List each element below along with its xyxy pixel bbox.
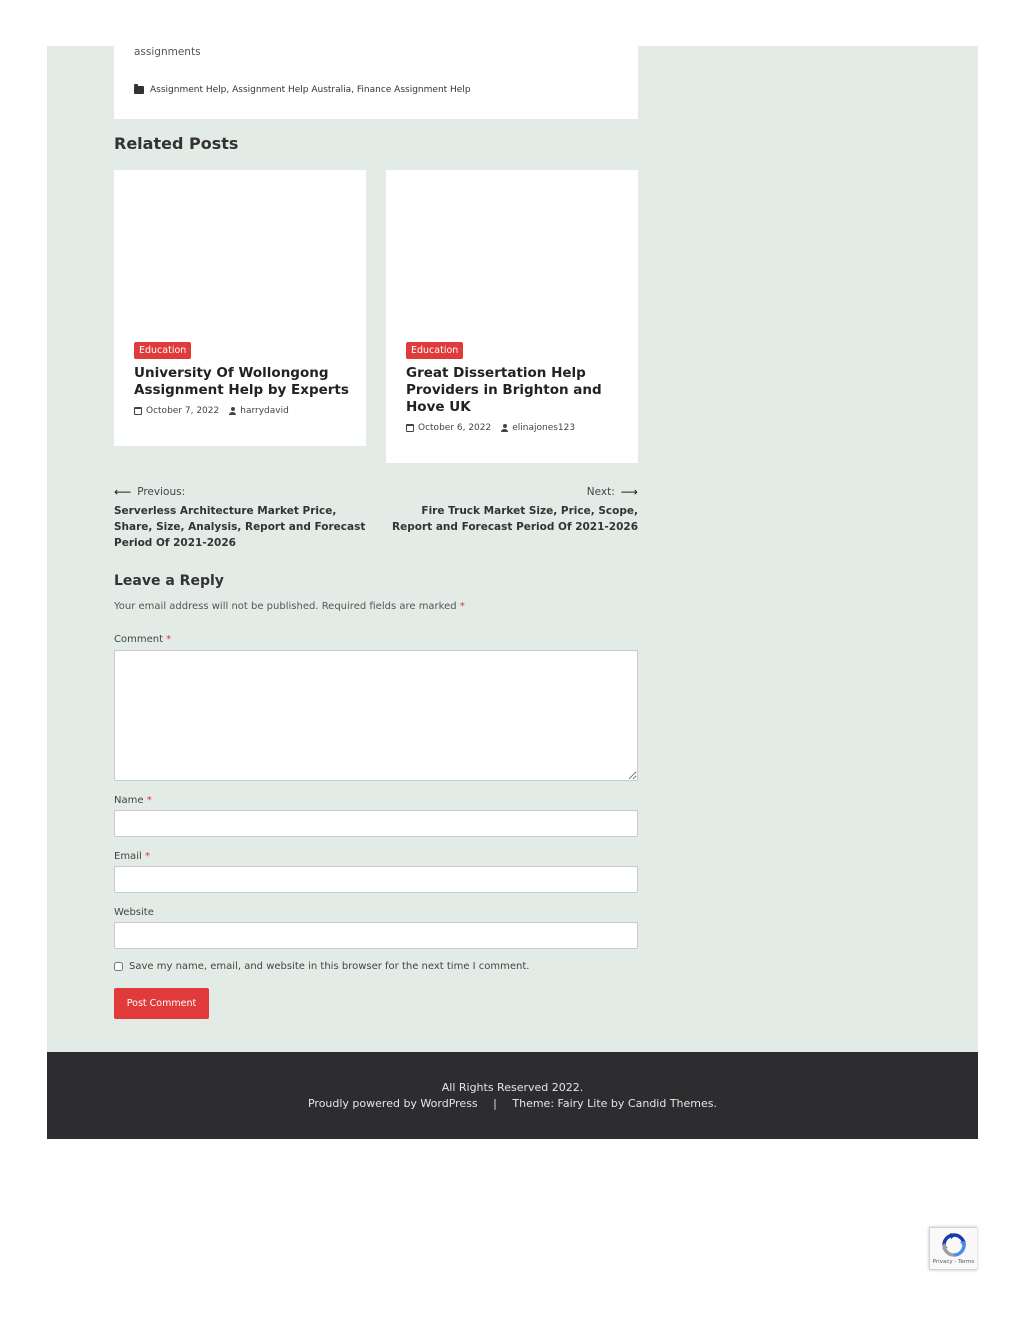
theme-credit: Theme: Fairy Lite by [512, 1097, 625, 1110]
email-label: Email * [114, 851, 150, 862]
cookie-consent-checkbox[interactable] [114, 962, 123, 971]
name-input[interactable] [114, 810, 638, 837]
copyright-text: All Rights Reserved 2022. [441, 1081, 584, 1094]
category-badge[interactable]: Education [134, 342, 191, 359]
comment-notes [114, 601, 465, 612]
site-footer [47, 1052, 978, 1139]
related-post-card[interactable] [114, 170, 366, 446]
post-comment-button[interactable]: Post Comment [114, 988, 209, 1019]
comment-label: Comment * [114, 634, 172, 645]
candid-themes-link[interactable]: Candid Themes. [627, 1097, 718, 1110]
comment-textarea[interactable] [114, 650, 638, 781]
required-asterisk: * [459, 601, 465, 612]
next-post-title[interactable]: Fire Truck Market Size, Price, Scope, Report and Forecast Period Of 2021-2026 [392, 505, 638, 533]
previous-post-link[interactable] [114, 485, 374, 551]
email-input[interactable] [114, 866, 638, 893]
required-notice: Required fields are marked [321, 601, 457, 612]
wordpress-link[interactable]: Proudly powered by WordPress [307, 1097, 478, 1110]
website-label: Website [114, 907, 154, 918]
previous-label-row [114, 485, 374, 499]
post-date[interactable]: October 6, 2022 [418, 423, 492, 433]
user-icon [501, 424, 508, 432]
user-icon [229, 407, 236, 415]
calendar-icon [406, 424, 414, 432]
post-meta [134, 406, 289, 416]
calendar-icon [134, 407, 142, 415]
related-post-title[interactable]: University Of Wollongong Assignment Help by Experts [134, 365, 349, 398]
folder-icon [134, 86, 144, 94]
arrow-left-icon: ⟵ [114, 485, 132, 499]
related-posts-heading: Related Posts [114, 134, 239, 153]
post-categories: Assignment Help , Assignment Help Australia , Finance Assignment Help [134, 85, 471, 95]
name-label: Name * [114, 795, 152, 806]
previous-post-title[interactable]: Serverless Architecture Market Price, Share, Size, Analysis, Report and Forecast Period Of 2021-2026 [114, 505, 366, 549]
arrow-right-icon: ⟶ [620, 485, 638, 499]
leave-reply-heading: Leave a Reply [114, 573, 224, 589]
footer-credits [47, 1097, 978, 1110]
next-label: Next: [586, 486, 615, 498]
related-post-card[interactable] [386, 170, 638, 463]
post-meta [406, 423, 575, 433]
website-input[interactable] [114, 922, 638, 949]
recaptcha-icon [941, 1232, 967, 1258]
category-link-assignment-help[interactable]: Assignment Help [150, 85, 227, 95]
category-badge[interactable]: Education [406, 342, 463, 359]
category-link-finance-assignment-help[interactable]: Finance Assignment Help [356, 85, 471, 95]
post-footer-card [114, 46, 638, 119]
post-date[interactable]: October 7, 2022 [146, 406, 220, 416]
related-post-title[interactable]: Great Dissertation Help Providers in Brighton and Hove UK [406, 365, 602, 415]
next-label-row [386, 485, 638, 499]
cookie-consent-label[interactable]: Save my name, email, and website in this browser for the next time I comment. [129, 961, 530, 972]
recaptcha-terms[interactable]: Privacy - Terms [932, 1259, 975, 1265]
footer-separator: | [493, 1097, 497, 1110]
email-notice: Your email address will not be published. [114, 601, 319, 612]
previous-label: Previous: [137, 486, 186, 498]
recaptcha-badge[interactable] [929, 1227, 977, 1270]
category-link-assignment-help-australia[interactable]: Assignment Help Australia [232, 85, 352, 95]
site-content [47, 46, 978, 1052]
post-excerpt-end: assignments [134, 46, 201, 58]
next-post-link[interactable] [386, 485, 638, 535]
post-author[interactable]: harrydavid [240, 406, 289, 416]
cookie-consent [114, 961, 529, 972]
post-author[interactable]: elinajones123 [512, 423, 576, 433]
